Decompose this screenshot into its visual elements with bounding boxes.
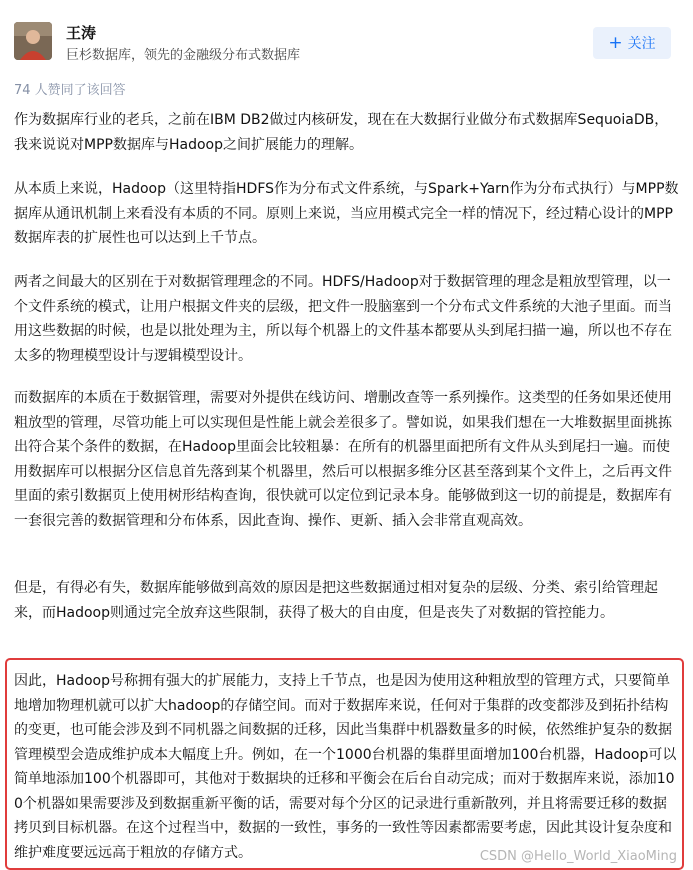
answer-paragraph: 而数据库的本质在于数据管理，需要对外提供在线访问、增删改查等一系列操作。这类型的任务如果还使用粗放型的管理，尽管功能上可以实现但是性能上就会差很多了。譬如说，如果我们想在一大堆数据里面挑拣出符合某个条件的数据，在Hadoop里面会比较粗暴：在所有的机器里面把所有文件从头到尾扫一遍。而使用数据库可以根据分区信息首先落到某个机器里，然后可以根据多维分区甚至落到某个文件上，之后再文件里面的索引数据页上使用树形结构查询，很快就可以定位到记录本身。能够做到这一切的前提是，数据库有一套很完善的数据管理和分布体系，因此查询、操作、更新、插入会非常直观高效。 (14, 390, 672, 529)
watermark: CSDN @Hello_World_XiaoMing (479, 849, 677, 864)
answer-paragraph: 但是，有得必有失，数据库能够做到高效的原因是把这些数据通过相对复杂的层级、分类、索引给管理起来，而Hadoop则通过完全放弃这些限制，获得了极大的自由度，但是丧失了对数据的管控能力。 (14, 580, 658, 621)
avatar-image (14, 22, 52, 60)
plus-icon: + (608, 32, 623, 53)
highlighted-paragraph-box (5, 658, 684, 870)
author-name[interactable]: 王涛 (66, 24, 97, 42)
answer-paragraph: 因此，Hadoop号称拥有强大的扩展能力，支持上千节点，也是因为使用这种粗放型的管理方式，只要简单地增加物理机就可以扩大hadoop的存储空间。而对于数据库来说，任何对于集群的改变都涉及到拓扑结构的变更，也可能会涉及到不同机器之间数据的迁移，因此当集群中机器数量多的时候，依然维护复杂的数据管理模型会造成维护成本大幅度上升。例如，在一个1000台机器的集群里面增加100台机器，Hadoop可以简单地添加100个机器即可，其他对于数据块的迁移和平衡会在后台自动完成；而对于数据库来说，添加100个机器如果需要涉及到数据重新平衡的话，需要对每个分区的记录进行重新散列，并且将需要迁移的数据拷贝到目标机器。在这个过程当中，数据的一致性，事务的一致性等因素都需要考虑，因此其设计复杂度和维护难度要远远高于粗放的存储方式。 (14, 673, 677, 861)
answer-header (0, 0, 693, 78)
follow-button[interactable] (593, 27, 671, 59)
vote-count: 74 人赞同了该回答 (14, 83, 126, 98)
follow-label: 关注 (627, 36, 656, 52)
answer-paragraph: 从本质上来说，Hadoop（这里特指HDFS作为分布式文件系统，与Spark+Yarn作为分布式执行）与MPP数据库从通讯机制上来看没有本质的不同。原则上来说，当应用模式完全一样的情况下，经过精心设计的MPP数据库表的扩展性也可以达到上千节点。 (14, 181, 679, 246)
answer-paragraph: 作为数据库行业的老兵，之前在IBM DB2做过内核研发，现在在大数据行业做分布式数据库SequoiaDB，我来说说对MPP数据库与Hadoop之间扩展能力的理解。 (14, 112, 669, 153)
avatar[interactable] (14, 22, 52, 60)
answer-paragraph: 两者之间最大的区别在于对数据管理理念的不同。HDFS/Hadoop对于数据管理的理念是粗放型管理，以一个文件系统的模式，让用户根据文件夹的层级，把文件一股脑塞到一个分布式文件系统的大池子里面。而当用这些数据的时候，也是以批处理为主，所以每个机器上的文件基本都要从头到尾扫描一遍，所以也不存在太多的物理模型设计与逻辑模型设计。 (14, 274, 672, 364)
author-bio: 巨杉数据库，领先的金融级分布式数据库 (66, 48, 301, 63)
